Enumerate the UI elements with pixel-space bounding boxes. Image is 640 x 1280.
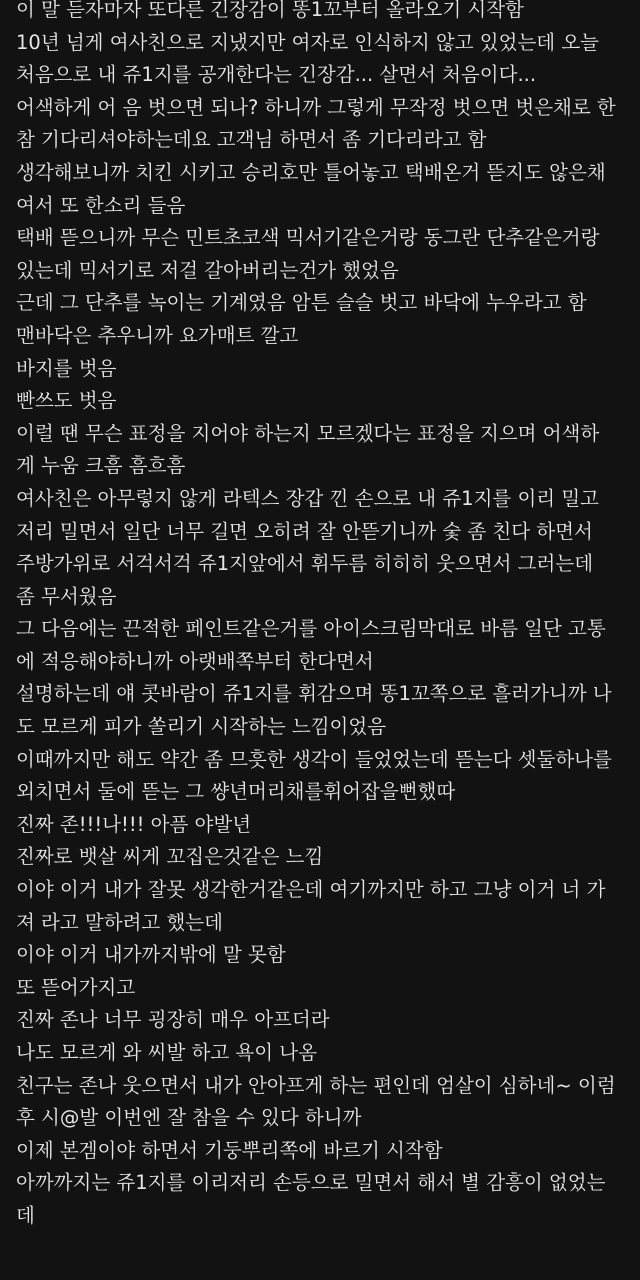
post-line: 이때까지만 해도 약간 좀 므흣한 생각이 들었었는데 뜯는다 셋둘하나를 (16, 747, 612, 771)
post-line: 져 라고 말하려고 했는데 (16, 910, 223, 934)
post-line: 좀 무서웠음 (16, 584, 117, 608)
post-line: 진짜 존!!!나!!! 아픔 야발년 (16, 812, 252, 836)
post-line: 이럴 땐 무슨 표정을 지어야 하는지 모르겠다는 표정을 지으며 어색하 (16, 421, 600, 445)
post-line: 이 말 듣자마자 또다른 긴장감이 똥1꼬부터 올라오기 시작함 (16, 0, 524, 21)
post-line: 맨바닥은 추우니까 요가매트 깔고 (16, 323, 299, 347)
post-line: 나도 모르게 와 씨발 하고 욕이 나옴 (16, 1041, 317, 1064)
post-line: 게 누움 크흠 흠흐흠 (16, 454, 186, 478)
post-line: 진짜로 뱃살 씨게 꼬집은것같은 느낌 (16, 845, 324, 869)
post-line: 있는데 믹서기로 저걸 갈아버리는건가 했었음 (16, 258, 399, 282)
post-line: 그 다음에는 끈적한 페인트같은거를 아이스크림막대로 바름 일단 고통 (16, 617, 606, 641)
post-line: 친구는 존나 웃으면서 내가 안아프게 하는 편인데 엄살이 심하네~ 이럼 (16, 1073, 616, 1097)
post-line: 10년 넘게 여사친으로 지냈지만 여자로 인식하지 않고 있었는데 오늘 (16, 30, 600, 54)
post-line: 여사친은 아무렇지 않게 라텍스 장갑 낀 손으로 내 쥬1지를 이리 밀고 (16, 486, 599, 510)
post-line: 도 모르게 피가 쏠리기 시작하는 느낌이었음 (16, 715, 387, 739)
post-line: 처음으로 내 쥬1지를 공개한다는 긴장감... 살면서 처음이다... (16, 63, 537, 87)
post-line: 진짜 존나 너무 굉장히 매우 아프더라 (16, 1008, 330, 1032)
post-line: 후 시@발 이번엔 잘 참을 수 있다 하니까 (16, 1106, 362, 1130)
post-line: 에 적응해야하니까 아랫배쪽부터 한다면서 (16, 649, 374, 673)
post-line: 또 뜯어가지고 (16, 975, 136, 999)
post-line: 아까까지는 쥬1지를 이리저리 손등으로 밀면서 해서 별 감흥이 없었는 (16, 1171, 606, 1195)
post-line: 이야 이거 내가까지밖에 말 못함 (16, 943, 286, 967)
post-line: 여서 또 한소리 들음 (16, 193, 186, 217)
post-line: 데 (16, 1203, 35, 1227)
post-line: 설명하는데 얘 콧바람이 쥬1지를 휘감으며 똥1꼬쪽으로 흘러가니까 나 (16, 682, 612, 706)
post-line: 이야 이거 내가 잘못 생각한거같은데 여기까지만 하고 그냥 이거 너 가 (16, 878, 606, 902)
post-line: 택배 뜯으니까 무슨 민트초코색 믹서기같은거랑 동그란 단추같은거랑 (16, 226, 600, 250)
post-line: 생각해보니까 치킨 시키고 승리호만 틀어놓고 택배온거 뜯지도 않은채 (16, 160, 606, 184)
post-line: 이제 본겜이야 하면서 기둥뿌리쪽에 바르기 시작함 (16, 1138, 443, 1162)
post-line: 빤쓰도 벗음 (16, 389, 117, 413)
post-line: 근데 그 단추를 녹이는 기계였음 암튼 슬슬 벗고 바닥에 누우라고 함 (16, 291, 587, 315)
post-line: 주방가위로 서걱서걱 쥬1지앞에서 휘두름 히히히 웃으면서 그러는데 (16, 552, 594, 576)
post-line: 어색하게 어 음 벗으면 되나? 하니까 그렇게 무작정 벗으면 벗은채로 한 (16, 95, 616, 119)
post-line: 바지를 벗음 (16, 356, 117, 380)
post-line: 외치면서 둘에 뜯는 그 썅년머리채를휘어잡을뻔했따 (16, 780, 456, 804)
post-line: 참 기다리셔야하는데요 고객님 하면서 좀 기다리라고 함 (16, 128, 487, 152)
post-line: 저리 밀면서 일단 너무 길면 오히려 잘 안뜯기니까 숯 좀 친다 하면서 (16, 519, 593, 543)
